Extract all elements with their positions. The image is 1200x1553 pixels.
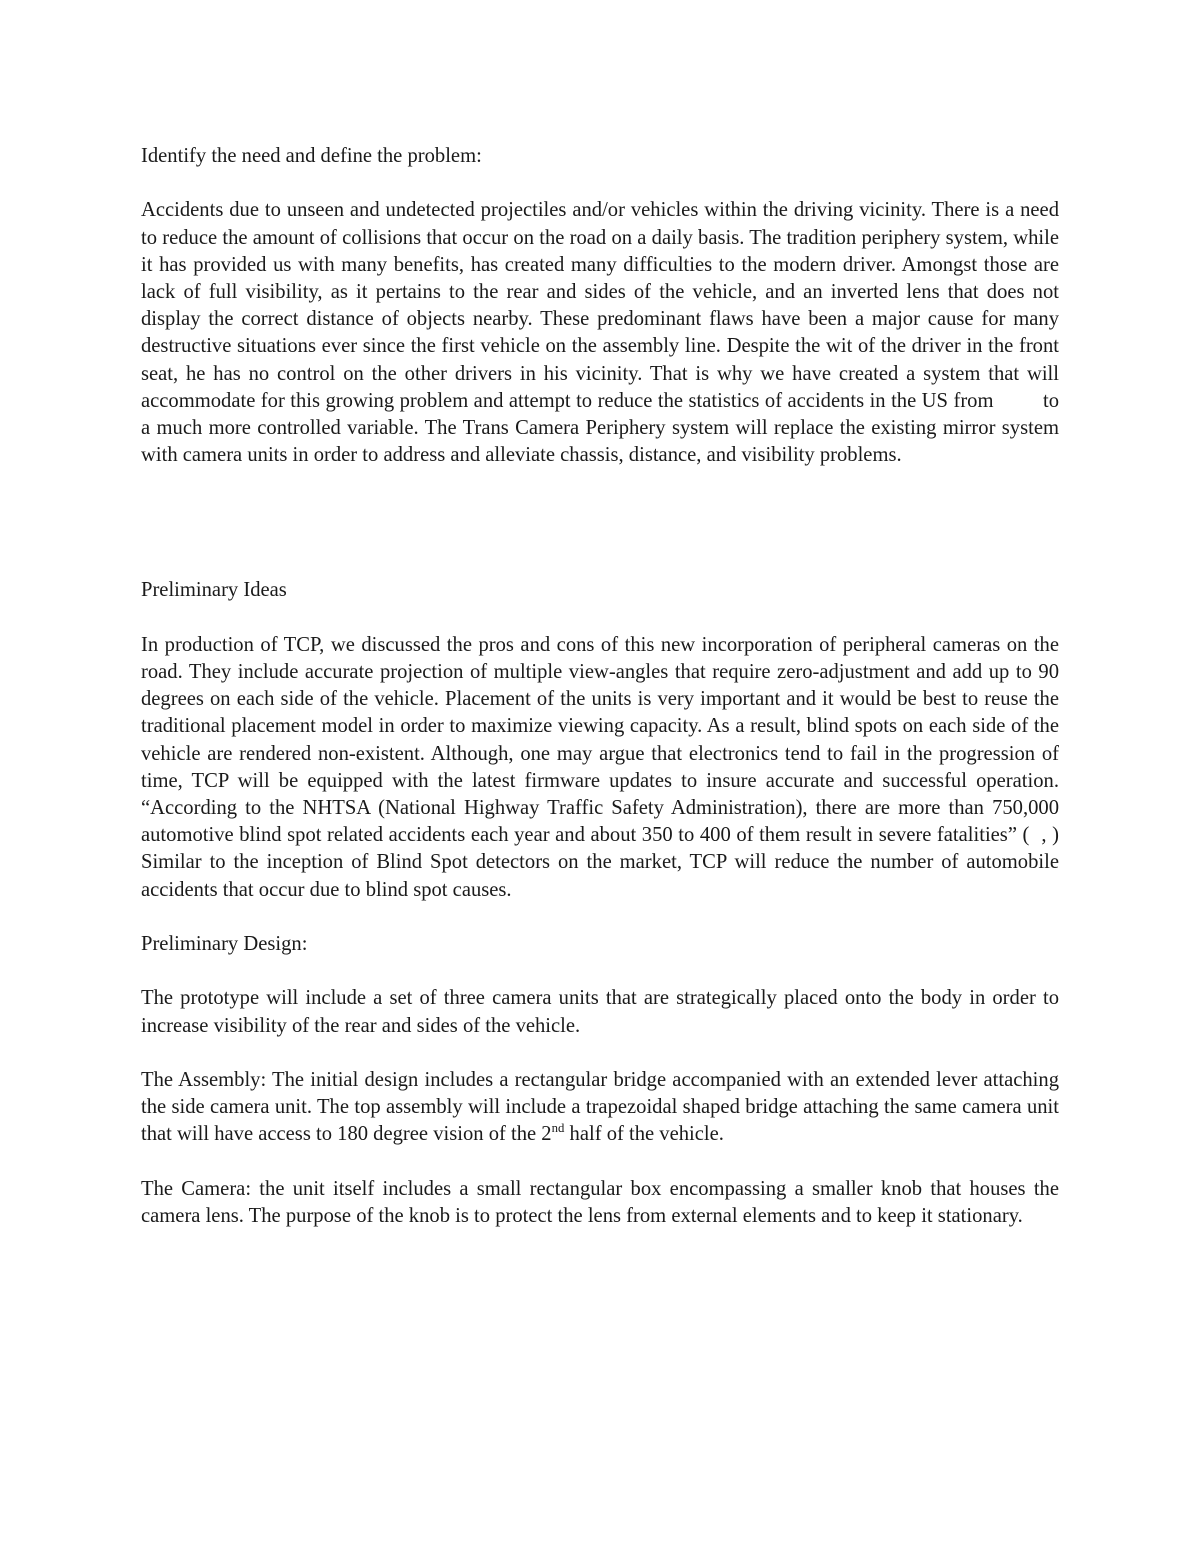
section-heading-ideas: Preliminary Ideas	[141, 579, 287, 602]
spacer	[141, 904, 1059, 931]
paragraph-assembly	[141, 1067, 1059, 1149]
paragraph-camera: The Camera: the unit itself includes a small rectangular box encompassing a smaller knob that houses the camera lens. The purpose of the knob is to protect the lens from external elements and to keep it stationary.	[141, 1177, 1059, 1228]
spacer	[141, 469, 1059, 577]
spacer	[141, 170, 1059, 197]
paragraph-ideas-part-2: ) Similar to the inception of Blind Spot detectors on the market, TCP will reduce the number of automobile accidents that occur due to blind spot causes.	[141, 824, 1060, 901]
spacer	[141, 1040, 1059, 1067]
paragraph-ideas-part-1: In production of TCP, we discussed the pros and cons of this new incorporation of peripheral cameras on the road. They include accurate projection of multiple view-angles that require zero-adjustment and add up to 90 degrees on each side of the vehicle. Placement of the units is very important and it would be best to reuse the traditional placement model in order to maximize viewing capacity. As a result, blind spots on each side of the vehicle are rendered non-existent. Although, one may argue that electronics tend to fail in the progression of time, TCP will be equipped with the latest firmware updates to insure accurate and successful operation. “According to the NHTSA (National Highway Traffic Safety Administration), there are more than 750,000 automotive blind spot related accidents each year and about 350 to 400 of them result in severe fatalities” (	[141, 633, 1059, 847]
section-heading-design: Preliminary Design:	[141, 933, 308, 956]
document-page	[141, 143, 1059, 1230]
paragraph-ideas	[141, 632, 1059, 904]
spacer	[141, 605, 1059, 632]
paragraph-assembly-part-1: The Assembly: The initial design includes a rectangular bridge accompanied with an extended lever attaching the side camera unit. The top assembly will include a trapezoidal shaped bridge attaching the same camera unit that will have access to 180 degree vision of the 2	[141, 1069, 1059, 1146]
paragraph-need-part-1: Accidents due to unseen and undetected projectiles and/or vehicles within the driving vicinity. There is a need to reduce the amount of collisions that occur on the road on a daily basis. The tradition periphery system, while it has provided us with many benefits, has created many difficulties to the modern driver. Amongst those are lack of full visibility, as it pertains to the rear and sides of the vehicle, and an inverted lens that does not display the correct distance of objects nearby. These predominant flaws have been a major cause for many destructive situations ever since the first vehicle on the assembly line. Despite the wit of the driver in the front seat, he has no control on the other drivers in his vicinity. That is why we have created a system that will accommodate for this growing problem and attempt to reduce the statistics of accidents in the US from	[141, 199, 1059, 412]
spacer	[141, 1149, 1059, 1176]
ordinal-superscript: nd	[551, 1121, 565, 1136]
paragraph-need	[141, 197, 1059, 469]
section-heading-need: Identify the need and define the problem:	[141, 145, 482, 167]
paragraph-assembly-part-2: half of the vehicle.	[569, 1123, 724, 1146]
spacer	[141, 958, 1059, 985]
paragraph-ideas-comma: ,	[1041, 824, 1047, 847]
paragraph-need-part-2: to a much more controlled variable. The Trans Camera Periphery system will replace the existing mirror system with camera units in order to address and alleviate chassis, distance, and visibility problems.	[141, 389, 1059, 467]
paragraph-prototype: The prototype will include a set of three camera units that are strategically placed onto the body in order to increase visibility of the rear and sides of the vehicle.	[141, 987, 1059, 1037]
